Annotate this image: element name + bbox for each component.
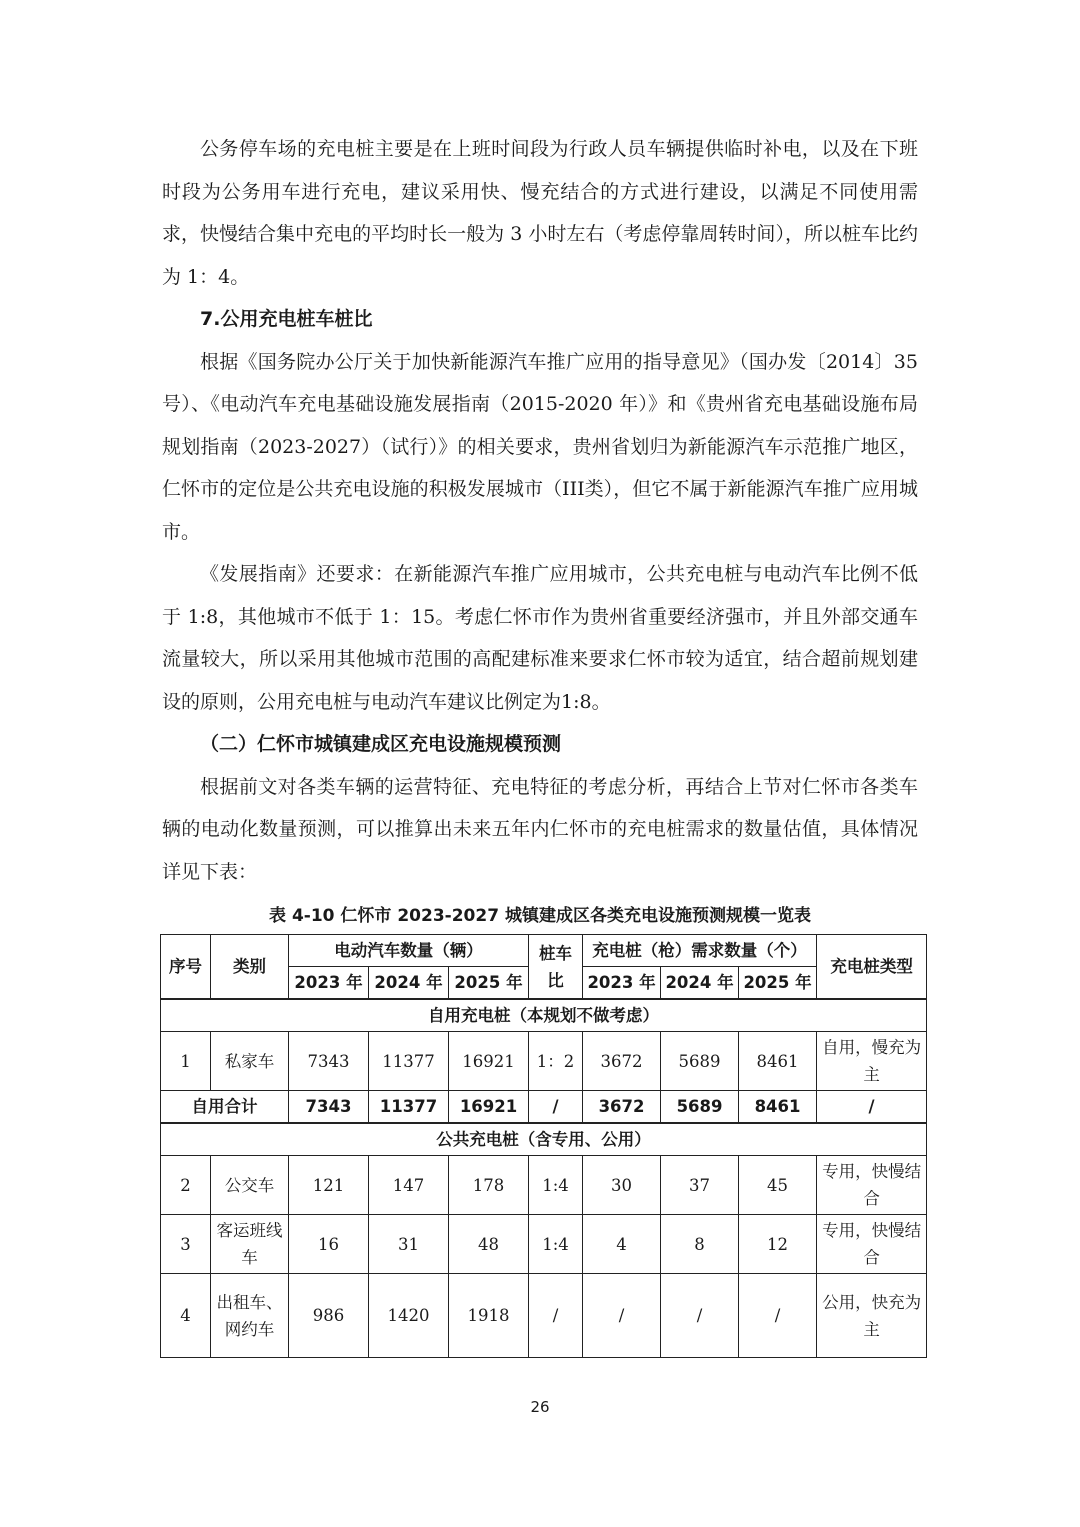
heading-scale-forecast: （二）仁怀市城镇建成区充电设施规模预测 [200, 733, 562, 755]
header-pile-year: 2023 年 [583, 967, 661, 1000]
section-public-label: 公共充电桩（含专用、公用） [161, 1123, 927, 1156]
cell-type: 专用，快慢结合 [817, 1156, 927, 1215]
paragraph-forecast-intro: 根据前文对各类车辆的运营特征、充电特征的考虑分析，再结合上节对仁怀市各类车辆的电动化数量预测，可以推算出未来五年内仁怀市的充电桩需求的数量估值，具体情况详见下表： [162, 775, 918, 883]
cell-ratio: 1：2 [529, 1032, 583, 1091]
cell-piles: 8 [661, 1215, 739, 1274]
cell-ev: 1420 [369, 1274, 449, 1358]
cell-piles: / [739, 1274, 817, 1358]
cell-piles: 8461 [739, 1091, 817, 1124]
header-ratio: 桩车比 [529, 935, 583, 1000]
cell-piles: 12 [739, 1215, 817, 1274]
cell-ev: 1918 [449, 1274, 529, 1358]
cell-piles: 3672 [583, 1091, 661, 1124]
cell-type: 专用，快慢结合 [817, 1215, 927, 1274]
cell-ev: 7343 [289, 1032, 369, 1091]
cell-seq: 4 [161, 1274, 211, 1358]
cell-ev: 16921 [449, 1091, 529, 1124]
cell-piles: 30 [583, 1156, 661, 1215]
header-ev-year: 2023 年 [289, 967, 369, 1000]
table-row [161, 1274, 927, 1358]
header-pile-year: 2025 年 [739, 967, 817, 1000]
cell-type: 自用，慢充为主 [817, 1032, 927, 1091]
table-row [161, 1032, 927, 1091]
header-category: 类别 [211, 935, 289, 1000]
header-pile-count: 充电桩（枪）需求数量（个） [583, 935, 817, 967]
cell-ev: 11377 [369, 1032, 449, 1091]
cell-ev: 48 [449, 1215, 529, 1274]
cell-seq: 3 [161, 1215, 211, 1274]
section-private-label: 自用充电桩（本规划不做考虑） [161, 999, 927, 1032]
cell-total-label: 自用合计 [161, 1091, 289, 1124]
cell-ev: 16 [289, 1215, 369, 1274]
header-pile-type: 充电桩类型 [817, 935, 927, 1000]
page-content [162, 128, 922, 1358]
paragraph-guide: 《发展指南》还要求：在新能源汽车推广应用城市，公共充电桩与电动汽车比例不低于 1:8，其他城市不低于 1：15。考虑仁怀市作为贵州省重要经济强市，并且外部交通车流量较大，所以采用其他城市范围的高配建标准来要求仁怀市较为适宜，结合超前规划建设的原则，公用充电桩与电动汽车建议比例定为1:8。 [162, 563, 918, 713]
cell-ev: 121 [289, 1156, 369, 1215]
cell-category: 客运班线车 [211, 1215, 289, 1274]
cell-ev: 147 [369, 1156, 449, 1215]
cell-seq: 2 [161, 1156, 211, 1215]
cell-seq: 1 [161, 1032, 211, 1091]
cell-ev: 7343 [289, 1091, 369, 1124]
header-ev-year: 2024 年 [369, 967, 449, 1000]
cell-ratio: / [529, 1274, 583, 1358]
cell-category: 出租车、网约车 [211, 1274, 289, 1358]
cell-ev: 11377 [369, 1091, 449, 1124]
cell-piles: 5689 [661, 1032, 739, 1091]
section-row-private [161, 999, 927, 1032]
page-number: 26 [530, 1398, 550, 1416]
cell-ev: 986 [289, 1274, 369, 1358]
cell-ratio: / [529, 1091, 583, 1124]
paragraph-parking: 公务停车场的充电桩主要是在上班时间段为行政人员车辆提供临时补电，以及在下班时段为公务用车进行充电，建议采用快、慢充结合的方式进行建设，以满足不同使用需求，快慢结合集中充电的平均时长一般为 3 小时左右（考虑停靠周转时间），所以桩车比约为 1：4。 [162, 138, 918, 288]
header-ev-year: 2025 年 [449, 967, 529, 1000]
cell-piles: 8461 [739, 1032, 817, 1091]
table-header-row-1 [161, 935, 927, 967]
table-caption: 表 4-10 仁怀市 2023-2027 城镇建成区各类充电设施预测规模一览表 [269, 906, 811, 926]
heading-public-ratio: 7.公用充电桩车桩比 [200, 308, 373, 330]
cell-piles: / [661, 1274, 739, 1358]
table-row [161, 1156, 927, 1215]
cell-category: 公交车 [211, 1156, 289, 1215]
cell-ratio: 1:4 [529, 1215, 583, 1274]
table-row-private-total [161, 1091, 927, 1124]
cell-piles: 37 [661, 1156, 739, 1215]
cell-ev: 178 [449, 1156, 529, 1215]
forecast-table [160, 934, 927, 1358]
cell-piles: 5689 [661, 1091, 739, 1124]
cell-piles: 4 [583, 1215, 661, 1274]
cell-type: / [817, 1091, 927, 1124]
cell-piles: 45 [739, 1156, 817, 1215]
paragraph-policy: 根据《国务院办公厅关于加快新能源汽车推广应用的指导意见》（国办发〔2014〕35 号）、《电动汽车充电基础设施发展指南（2015-2020 年）》和《贵州省充电基础设施布局规划指南（2023-2027）（试行）》的相关要求，贵州省划归为新能源汽车示范推广地区，仁怀市的定位是公共充电设施的积极发展城市（III类），但它不属于新能源汽车推广应用城市。 [162, 350, 918, 543]
table-row [161, 1215, 927, 1274]
header-ev-count: 电动汽车数量（辆） [289, 935, 529, 967]
cell-piles: 3672 [583, 1032, 661, 1091]
cell-type: 公用，快充为主 [817, 1274, 927, 1358]
section-row-public [161, 1123, 927, 1156]
cell-ev: 31 [369, 1215, 449, 1274]
cell-piles: / [583, 1274, 661, 1358]
header-pile-year: 2024 年 [661, 967, 739, 1000]
header-seq: 序号 [161, 935, 211, 1000]
cell-category: 私家车 [211, 1032, 289, 1091]
cell-ev: 16921 [449, 1032, 529, 1091]
cell-ratio: 1:4 [529, 1156, 583, 1215]
